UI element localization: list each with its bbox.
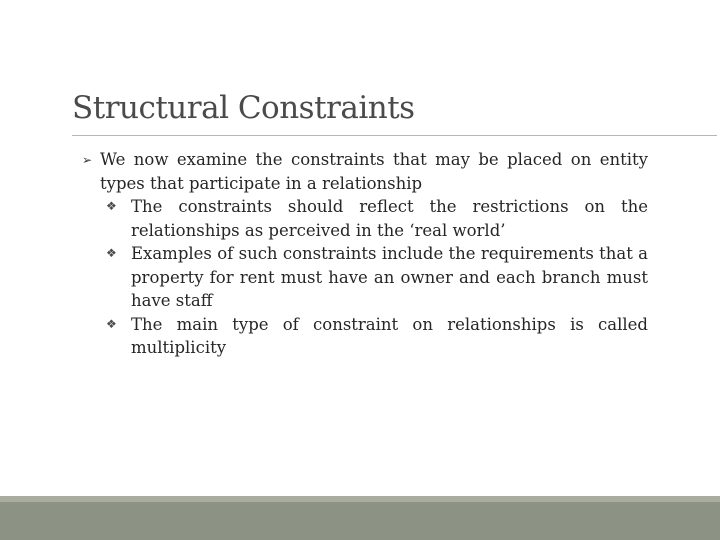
slide-title: Structural Constraints [72,90,415,126]
title-underline [72,135,717,136]
sub-bullet-text: The constraints should reflect the restrictions on the relationships as perceived in the ‘real world’ [131,197,648,240]
diamond-bullet-icon: ❖ [106,199,117,213]
sub-bullet-1 [82,195,648,242]
bullet-main [82,148,648,195]
sub-bullet-text: The main type of constraint on relationships is called multiplicity [131,314,648,357]
footer-band-highlight [0,496,720,502]
sub-bullet-text: Examples of such constraints include the requirements that a property for rent must have an owner and each branch must have staff [131,244,648,310]
diamond-bullet-icon: ❖ [106,316,117,331]
bullet-main-text: We now examine the constraints that may be placed on entity types that participate in a relationship [100,150,648,193]
diamond-bullet-icon: ❖ [106,246,117,260]
slide-content [82,148,648,360]
footer-band [0,496,720,540]
sub-bullet-2 [82,242,648,313]
arrow-bullet-icon: ➢ [82,153,93,167]
sub-bullet-3 [82,313,648,360]
